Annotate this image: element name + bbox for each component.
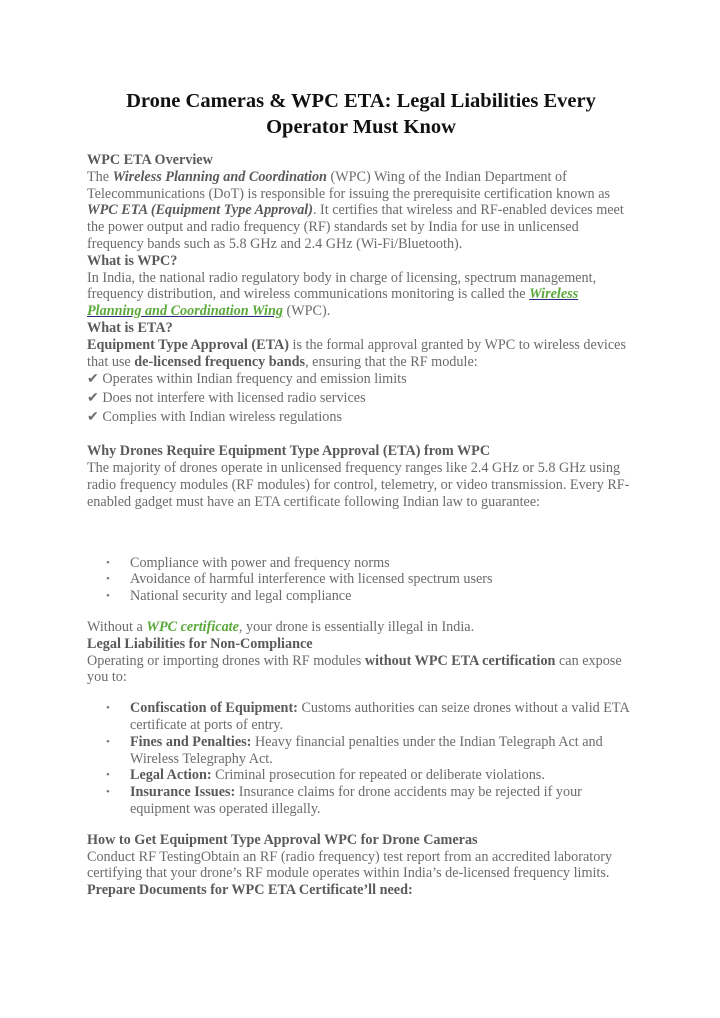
without-cert-term: without WPC ETA certification [364,652,556,669]
overview-text: . It certifies that wireless and RF-enabled devices meet the power output and radio frequency (RF) standards set by India for use in unlicensed frequency bands such as 5.8 GHz and 2.4 GHz (Wi-Fi/Bluetooth). [87,202,624,252]
liabilities-text: Operating or importing drones with RF modules [87,652,365,669]
liabilities-text: can expose you to: [87,652,622,686]
what-eta-heading: What is ETA? [87,319,173,336]
eta-term: WPC ETA (Equipment Type Approval) [87,202,313,219]
what-wpc-text: In India, the national radio regulatory body in charge of licensing, spectrum management, frequency distribution, and wireless communications monitoring is called the [87,269,597,303]
prepare-heading: Prepare Documents for WPC ETA Certificate’ll need: [87,882,413,899]
check-item: ✔ Complies with Indian wireless regulations [87,409,343,426]
liabilities-list [87,700,635,818]
item-label: Confiscation of Equipment: [130,700,298,717]
why-text: The majority of drones operate in unlicensed frequency ranges like 2.4 GHz or 5.8 GHz using radio frequency modules (RF modules) for control, telemetry, or video transmission. Every RF-enabled gadget must have an ETA certificate following Indian law to guarantee: [87,460,630,510]
list-item: • National security and legal compliance [130,588,635,605]
item-text: Insurance claims for drone accidents may be rejected if your equipment was operated illegally. [130,784,582,817]
liabilities-heading: Legal Liabilities for Non-Compliance [87,635,313,652]
list-item [130,700,635,734]
what-wpc-text: (WPC). [282,303,331,320]
without-text: Without a [87,618,147,635]
eta-term: Equipment Type Approval (ETA) [87,336,289,353]
why-bullet-list [87,555,635,605]
item-text: Customs authorities can seize drones without a valid ETA certificate at ports of entry. [130,700,629,733]
list-item: • Compliance with power and frequency norms [130,555,635,572]
without-text: , your drone is essentially illegal in India. [238,618,475,635]
item-label: Legal Action: [130,767,212,784]
overview-text: (WPC) Wing of the Indian Department of Telecommunications (DoT) is responsible for issuing the prerequisite certification known as [87,168,611,202]
howto-heading: How to Get Equipment Type Approval WPC for Drone Cameras [87,831,478,848]
wpc-certificate-link[interactable]: WPC certificate [146,618,239,635]
item-label: Fines and Penalties: [130,733,252,750]
why-section [87,443,635,510]
list-item [130,767,635,784]
list-item [130,734,635,768]
what-eta-text: is the formal approval granted by WPC to wireless devices that use [87,336,626,370]
item-text: Criminal prosecution for repeated or deliberate violations. [211,767,545,784]
liabilities-section [87,619,635,686]
item-text: Heavy financial penalties under the Indian Telegraph Act and Wireless Telegraphy Act. [130,733,603,767]
what-eta-text: , ensuring that the RF module: [305,353,478,370]
page-title: Drone Cameras & WPC ETA: Legal Liabilities Every Operator Must Know [126,90,596,138]
overview-text: The [87,168,113,185]
overview-section [87,152,635,370]
overview-heading: WPC ETA Overview [87,152,213,168]
wpc-term: Wireless Planning and Coordination [112,168,327,185]
check-item: ✔ Operates within Indian frequency and emission limits [87,371,407,388]
howto-text: Conduct RF TestingObtain an RF (radio frequency) test report from an accredited laboratory certifying that your drone’s RF module operates within India’s de-licensed frequency limits. [87,848,613,882]
delicensed-term: de-licensed frequency bands [134,353,306,370]
wpc-wing-link[interactable]: Wireless Planning and Coordination Wing [87,286,579,320]
item-label: Insurance Issues: [130,784,236,801]
why-heading: Why Drones Require Equipment Type Approval (ETA) from WPC [87,443,491,460]
list-item: • Avoidance of harmful interference with licensed spectrum users [130,571,635,588]
list-item [130,784,635,818]
howto-section [87,832,635,899]
check-item: ✔ Does not interfere with licensed radio services [87,390,366,407]
document-page [87,88,635,899]
what-wpc-heading: What is WPC? [87,252,178,269]
